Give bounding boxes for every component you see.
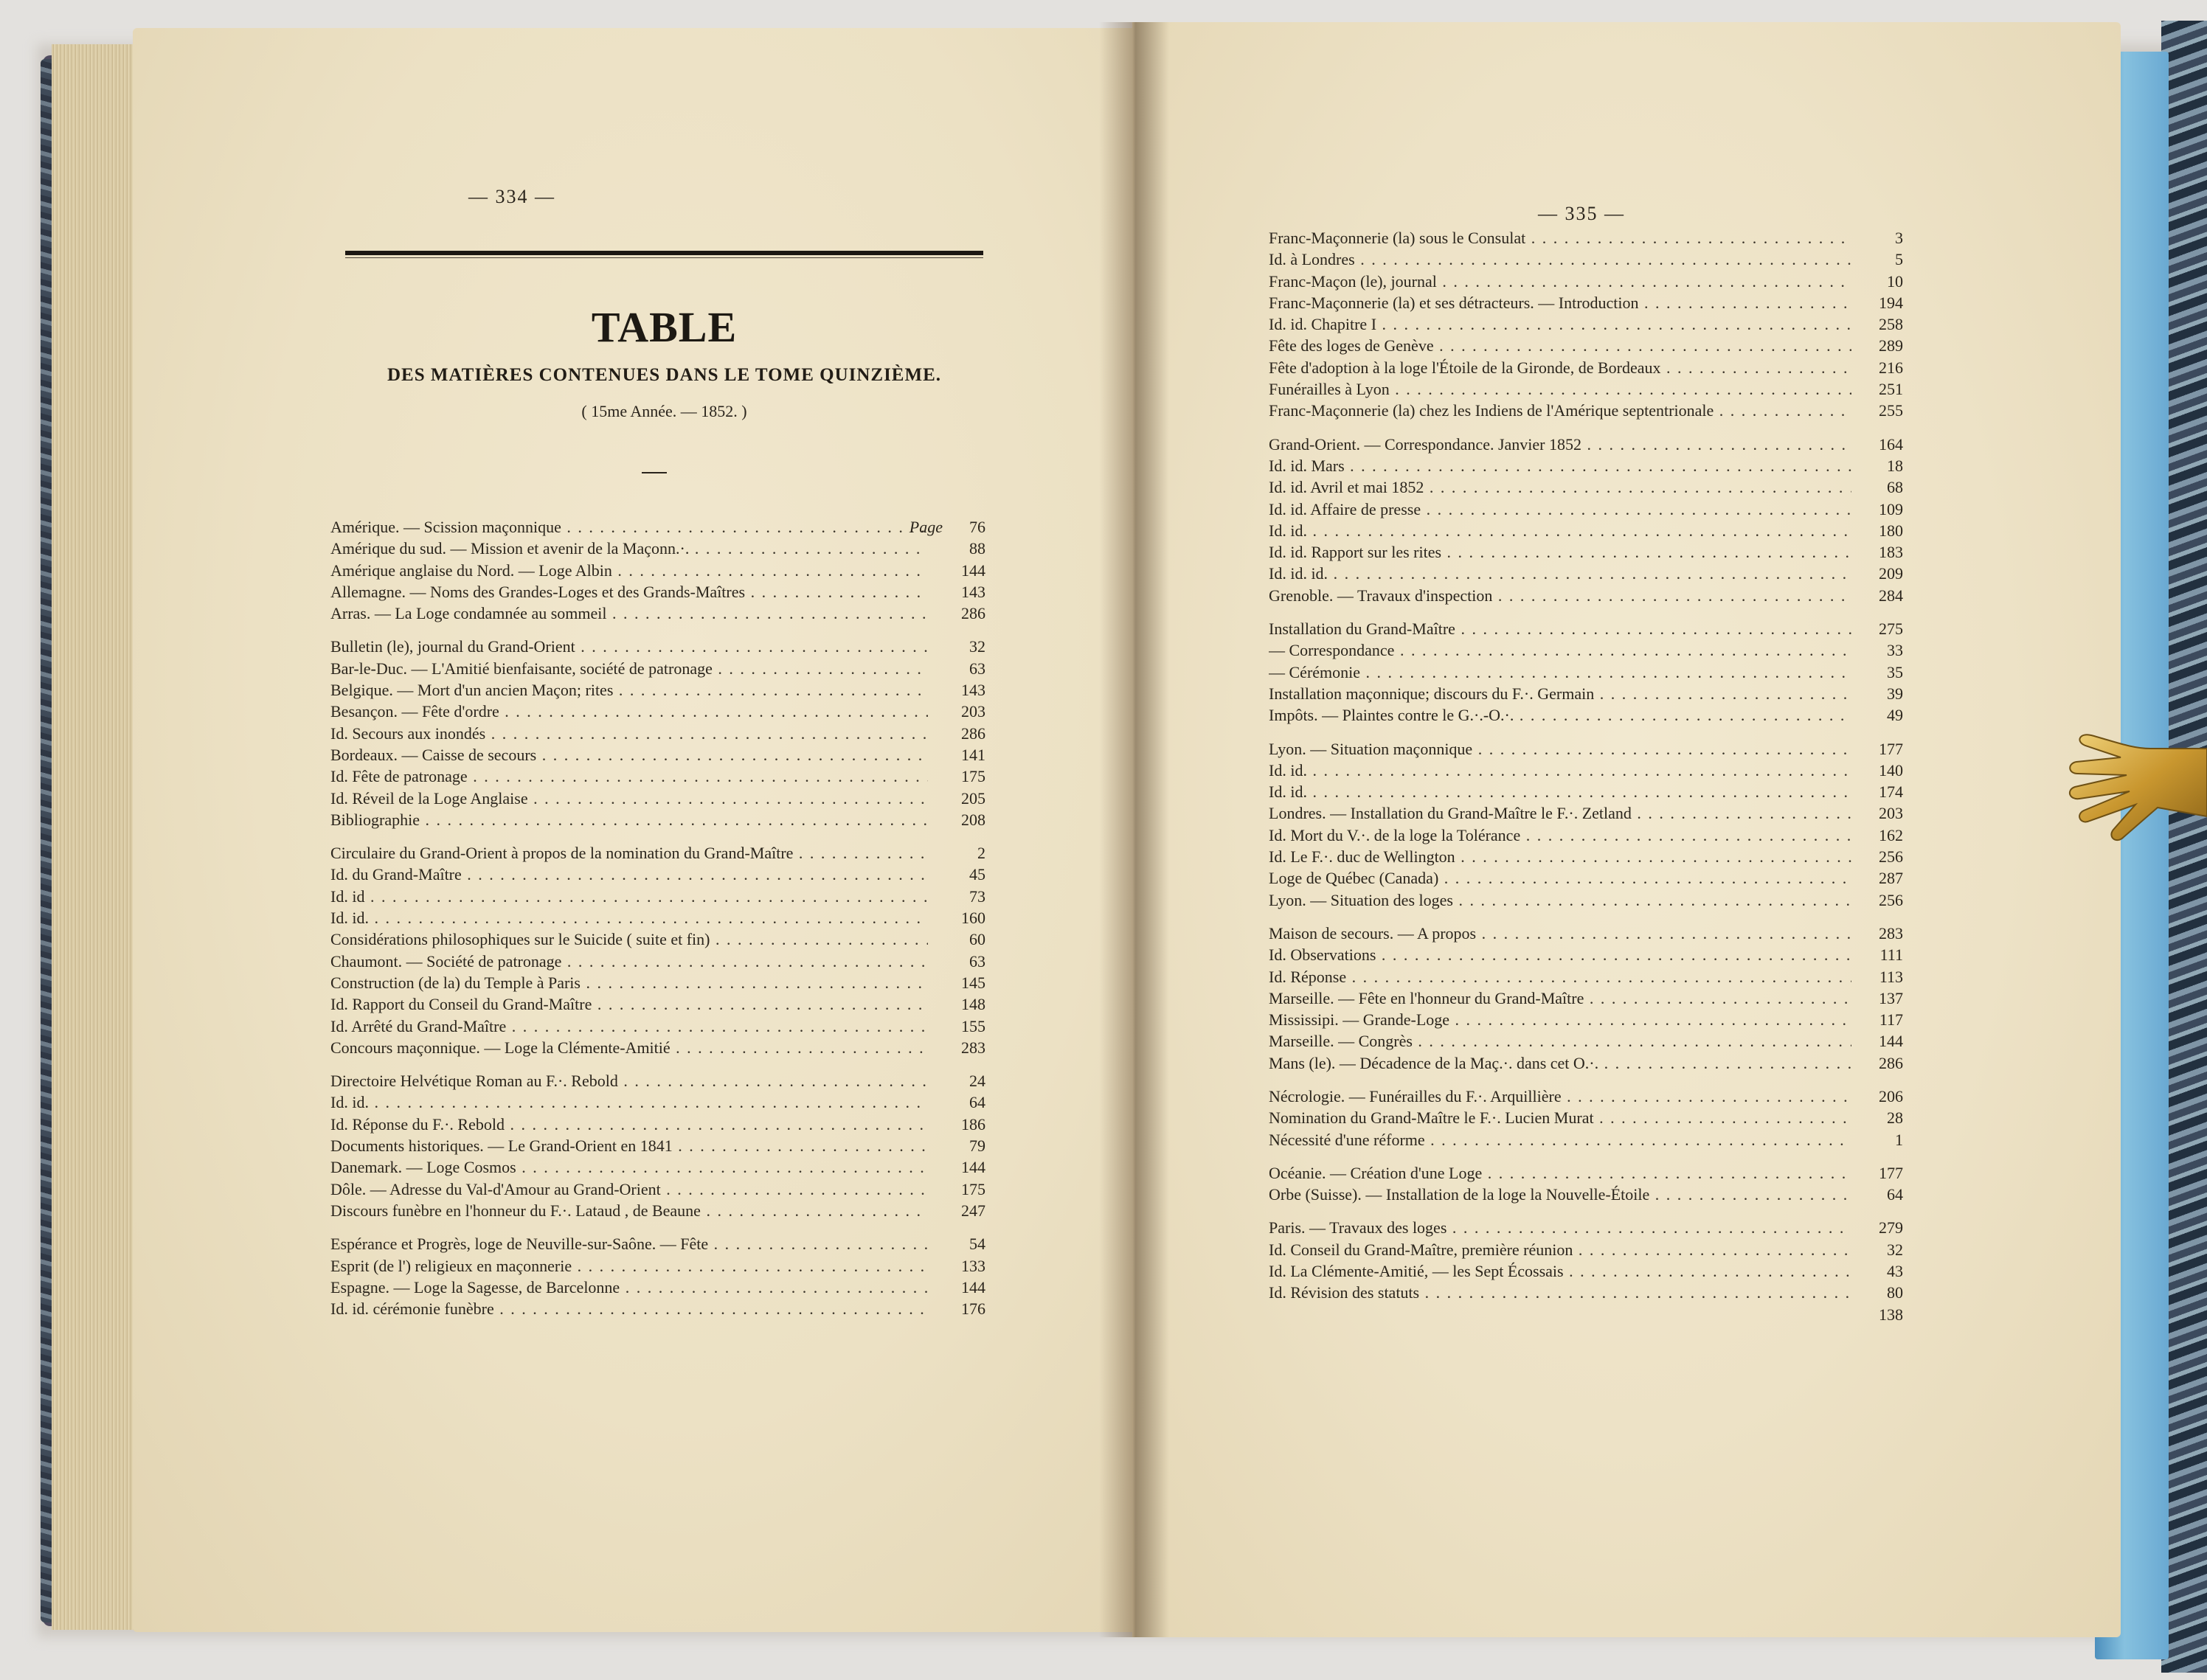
index-entry	[1269, 966, 1903, 987]
entry-page-number: 73	[969, 886, 985, 906]
index-entry	[330, 679, 985, 701]
book-gutter	[1099, 22, 1169, 1637]
entry-title: Id. du Grand-Maître . . .	[330, 864, 928, 885]
index-section	[1269, 1217, 1903, 1325]
entry-title: Franc-Maçonnerie (la) chez les Indiens de l'Amérique septentrionale . . .	[1269, 400, 1851, 421]
index-entry	[1269, 781, 1903, 802]
entry-title: Océanie. — Création d'une Loge . . .	[1269, 1162, 1851, 1184]
index-entry	[1269, 499, 1903, 520]
index-section	[330, 842, 985, 1058]
entry-page-number: 79	[969, 1136, 985, 1156]
entry-page-number: 10	[1887, 271, 1903, 291]
entry-page-number: 286	[961, 723, 985, 743]
entry-title: Amérique anglaise du Nord. — Loge Albin . . .	[330, 560, 928, 581]
entry-page-number: 203	[1879, 804, 1903, 823]
entry-page-number: 177	[1879, 1163, 1903, 1182]
entry-page-number: 275	[1879, 619, 1903, 639]
entry-title: Fête d'adoption à la loge l'Étoile de la Gironde, de Bordeaux . . .	[1269, 357, 1851, 378]
entry-page-number: 256	[1879, 847, 1903, 867]
index-entry	[330, 1298, 985, 1319]
index-entry	[1269, 846, 1903, 867]
entry-page-number: 286	[1879, 1053, 1903, 1072]
entry-page-number: 175	[961, 1179, 985, 1198]
entry-title: Id. Rapport du Conseil du Grand-Maître . . .	[330, 993, 928, 1015]
entry-title: Impôts. — Plaintes contre le G.·.-O.·. . . .	[1269, 704, 1851, 726]
entry-title: Maison de secours. — A propos . . .	[1269, 923, 1851, 944]
index-entry	[1269, 867, 1903, 889]
index-section	[330, 516, 985, 624]
entry-title: Danemark. — Loge Cosmos . . .	[330, 1156, 928, 1178]
entry-title: Id. Conseil du Grand-Maître, première réunion . . .	[1269, 1239, 1851, 1260]
index-column-right	[1269, 227, 1903, 1337]
entry-page-number: 32	[1887, 1240, 1903, 1259]
index-entry	[1269, 1304, 1903, 1325]
index-section	[1269, 1162, 1903, 1206]
entry-page-number: 183	[1879, 543, 1903, 562]
index-entry	[330, 809, 985, 830]
entry-page-number: 32	[969, 637, 985, 656]
entry-page-number: 24	[969, 1072, 985, 1091]
entry-page-number: 186	[961, 1114, 985, 1134]
entry-page-number: 258	[1879, 315, 1903, 334]
index-entry	[330, 636, 985, 657]
entry-title: Bordeaux. — Caisse de secours . . .	[330, 744, 928, 766]
brass-hand-bookmark-icon	[2062, 719, 2207, 867]
index-entry	[330, 842, 985, 864]
entry-page-number: 194	[1879, 293, 1903, 312]
entry-page-number: 64	[969, 1093, 985, 1112]
entry-page-number: 251	[1879, 380, 1903, 399]
entry-title: Bibliographie . . .	[330, 809, 928, 830]
entry-page-number: 35	[1887, 662, 1903, 681]
entry-page-number: 117	[1879, 1010, 1903, 1030]
entry-page-number: 76	[969, 518, 985, 536]
index-entry	[1269, 704, 1903, 726]
entry-title: Franc-Maçon (le), journal . . .	[1269, 271, 1851, 292]
entry-page-number: 60	[969, 930, 985, 949]
index-entry	[330, 907, 985, 928]
index-entry	[1269, 271, 1903, 292]
entry-title: Londres. — Installation du Grand-Maître le F.·. Zetland . . .	[1269, 802, 1851, 824]
index-entry	[1269, 476, 1903, 498]
index-entry	[1269, 1052, 1903, 1074]
index-entry	[330, 1277, 985, 1298]
entry-title: Considérations philosophiques sur le Suicide ( suite et fin) . . .	[330, 928, 928, 950]
index-entry	[1269, 1129, 1903, 1150]
entry-title: Espérance et Progrès, loge de Neuville-sur-Saône. — Fête . . .	[330, 1233, 928, 1254]
entry-title: Documents historiques. — Le Grand-Orient en 1841 . . .	[330, 1135, 928, 1156]
index-entry	[1269, 944, 1903, 965]
entry-title: Franc-Maçonnerie (la) sous le Consulat . . .	[1269, 227, 1851, 249]
index-entry	[330, 701, 985, 722]
index-entry	[1269, 1184, 1903, 1205]
index-entry	[1269, 1107, 1903, 1128]
index-entry	[330, 1091, 985, 1113]
entry-page-number: 144	[961, 1277, 985, 1297]
entry-page-number: 63	[969, 951, 985, 971]
entry-page-number: 3	[1895, 229, 1903, 247]
entry-title: Dôle. — Adresse du Val-d'Amour au Grand-Orient . . .	[330, 1179, 928, 1200]
entry-page-number: 162	[1879, 825, 1903, 844]
index-entry	[330, 1156, 985, 1178]
entry-title: Id. Réponse . . .	[1269, 966, 1851, 987]
index-entry	[330, 744, 985, 766]
entry-title: Id. id. Rapport sur les rites . . .	[1269, 541, 1851, 563]
index-entry	[1269, 434, 1903, 455]
entry-page-number: 160	[961, 909, 985, 928]
index-section	[1269, 1086, 1903, 1150]
entry-title: Funérailles à Lyon . . .	[1269, 378, 1851, 400]
index-entry	[330, 723, 985, 744]
entry-title: Fête des loges de Genève . . .	[1269, 335, 1851, 356]
entry-page-number: 216	[1879, 358, 1903, 377]
index-entry	[330, 1037, 985, 1058]
entry-page-number: 43	[1887, 1262, 1903, 1281]
index-section	[1269, 738, 1903, 911]
entry-title: Marseille. — Congrès . . .	[1269, 1030, 1851, 1052]
index-entry	[1269, 455, 1903, 476]
entry-title: Id. id. . . .	[1269, 760, 1851, 781]
entry-title: Grenoble. — Travaux d'inspection . . .	[1269, 585, 1851, 606]
entry-title: Paris. — Travaux des loges . . .	[1269, 1217, 1851, 1238]
entry-title: Id. La Clémente-Amitié, — les Sept Écossais . . .	[1269, 1260, 1851, 1282]
entry-page-number: 5	[1895, 250, 1903, 269]
index-entry	[1269, 802, 1903, 824]
entry-page-number: 286	[961, 604, 985, 623]
entry-title: Marseille. — Fête en l'honneur du Grand-Maître . . .	[1269, 987, 1851, 1009]
entry-page-number: 140	[1879, 760, 1903, 780]
index-section	[1269, 923, 1903, 1074]
index-entry	[1269, 227, 1903, 249]
entry-page-number: 203	[961, 702, 985, 721]
index-entry	[1269, 618, 1903, 639]
table-subtitle: DES MATIÈRES CONTENUES DANS LE TOME QUINZIÈME.	[387, 365, 942, 385]
index-section	[1269, 227, 1903, 422]
index-entry	[330, 1070, 985, 1091]
title-rule	[345, 251, 983, 255]
index-entry	[330, 788, 985, 809]
volume-year: ( 15me Année. — 1852. )	[581, 402, 747, 420]
entry-page-number: 64	[1887, 1185, 1903, 1204]
entry-title: Id. id. Affaire de presse . . .	[1269, 499, 1851, 520]
index-entry	[330, 993, 985, 1015]
entry-page-number: 2	[977, 844, 985, 863]
entry-page-number: 138	[1879, 1305, 1903, 1324]
index-entry	[330, 1233, 985, 1254]
index-entry	[1269, 313, 1903, 335]
entry-title: Id. id. . . .	[1269, 781, 1851, 802]
entry-page-number: 145	[961, 973, 985, 992]
entry-title: Besançon. — Fête d'ordre . . .	[330, 701, 928, 722]
entry-page-number: 133	[961, 1256, 985, 1275]
index-entry	[330, 1135, 985, 1156]
entry-title: Id. id . . .	[330, 886, 928, 907]
entry-title: Allemagne. — Noms des Grandes-Loges et des Grands-Maîtres . . .	[330, 581, 928, 603]
entry-title: Bar-le-Duc. — L'Amitié bienfaisante, société de patronage . . .	[330, 658, 928, 679]
entry-page-number: 49	[1887, 706, 1903, 725]
index-entry	[330, 603, 985, 624]
table-title: TABLE	[591, 303, 738, 351]
entry-page-number: 148	[961, 995, 985, 1014]
entry-page-number: 88	[969, 539, 985, 558]
entry-title: Chaumont. — Société de patronage . . .	[330, 951, 928, 972]
page-number-right: — 335 —	[1538, 203, 1625, 224]
index-entry	[1269, 760, 1903, 781]
index-entry	[1269, 357, 1903, 378]
entry-title: Mississipi. — Grande-Loge . . .	[1269, 1009, 1851, 1030]
entry-title: Id. Révision des statuts . . .	[1269, 1282, 1851, 1303]
entry-title: Id. id. . . .	[330, 907, 928, 928]
entry-page-number: 109	[1879, 499, 1903, 518]
index-entry	[1269, 249, 1903, 270]
entry-page-number: 256	[1879, 890, 1903, 909]
entry-title: Mans (le). — Décadence de la Maç.·. dans cet O.·. . . .	[1269, 1052, 1851, 1074]
index-entry	[1269, 1239, 1903, 1260]
entry-title: — Correspondance . . .	[1269, 639, 1851, 661]
index-entry	[1269, 563, 1903, 584]
entry-title: Amérique du sud. — Mission et avenir de la Maçonn.·. . . .	[330, 538, 928, 559]
entry-page-number: 63	[969, 659, 985, 678]
index-entry	[330, 516, 985, 538]
entry-page-number: 45	[969, 865, 985, 884]
entry-page-number: 209	[1879, 564, 1903, 583]
index-entry	[1269, 1162, 1903, 1184]
entry-page-number: 137	[1879, 988, 1903, 1007]
entry-title: Directoire Helvétique Roman au F.·. Rebold . . .	[330, 1070, 928, 1091]
title-rule-thin	[345, 257, 983, 258]
entry-page-number: 144	[961, 560, 985, 580]
entry-title: Id. id. id. . . .	[1269, 563, 1851, 584]
index-entry	[1269, 585, 1903, 606]
entry-title: Arras. — La Loge condamnée au sommeil . . .	[330, 603, 928, 624]
entry-page-number: 283	[961, 1038, 985, 1057]
entry-title: Id. id. Avril et mai 1852 . . .	[1269, 476, 1851, 498]
index-entry	[1269, 1260, 1903, 1282]
index-entry	[330, 1255, 985, 1277]
index-entry	[1269, 662, 1903, 683]
entry-title: Discours funèbre en l'honneur du F.·. Lataud , de Beaune . . .	[330, 1200, 928, 1221]
entry-page-number: 208	[961, 810, 985, 829]
entry-title: Id. Arrêté du Grand-Maître . . .	[330, 1016, 928, 1037]
index-entry	[1269, 378, 1903, 400]
index-entry	[330, 1016, 985, 1037]
entry-page-number: 206	[1879, 1086, 1903, 1105]
entry-title: Id. id. Chapitre I . . .	[1269, 313, 1851, 335]
index-entry	[330, 1114, 985, 1135]
separator-dash	[642, 472, 667, 473]
entry-page-number: 177	[1879, 739, 1903, 758]
index-section	[1269, 618, 1903, 726]
entry-title: Id. Fête de patronage . . .	[330, 766, 928, 787]
index-entry	[330, 928, 985, 950]
entry-title: Lyon. — Situation maçonnique . . .	[1269, 738, 1851, 760]
index-entry	[330, 538, 985, 559]
index-entry	[330, 1200, 985, 1221]
index-entry	[1269, 987, 1903, 1009]
entry-title: Id. id. Mars . . .	[1269, 455, 1851, 476]
entry-title: Amérique. — Scission maçonnique . . .	[330, 516, 928, 538]
entry-page-number: 289	[1879, 336, 1903, 355]
entry-page-number: 287	[1879, 869, 1903, 888]
index-entry	[1269, 683, 1903, 704]
entry-title: Concours maçonnique. — Loge la Clémente-Amitié . . .	[330, 1037, 928, 1058]
entry-page-number: 284	[1879, 586, 1903, 605]
entry-title: Id. Observations . . .	[1269, 944, 1851, 965]
entry-page-number: 143	[961, 582, 985, 601]
entry-page-number: 144	[1879, 1032, 1903, 1051]
entry-page-number: 141	[961, 745, 985, 764]
entry-page-number: 174	[1879, 782, 1903, 802]
entry-title: Espagne. — Loge la Sagesse, de Barcelonne . . .	[330, 1277, 928, 1298]
entry-title: Id. id. . . .	[330, 1091, 928, 1113]
index-entry	[330, 581, 985, 603]
entry-title: Construction (de la) du Temple à Paris . . .	[330, 972, 928, 993]
index-entry	[1269, 1030, 1903, 1052]
entry-page-number: 1	[1895, 1130, 1903, 1149]
entry-page-number: 279	[1879, 1218, 1903, 1238]
entry-title: Nécrologie. — Funérailles du F.·. Arquillière . . .	[1269, 1086, 1851, 1107]
entry-page-number: 113	[1879, 967, 1903, 986]
index-entry	[330, 560, 985, 581]
entry-title: Belgique. — Mort d'un ancien Maçon; rites . . .	[330, 679, 928, 701]
entry-page-number: 255	[1879, 401, 1903, 420]
index-entry	[330, 886, 985, 907]
entry-title: Id. Réveil de la Loge Anglaise . . .	[330, 788, 928, 809]
entry-page-number: 28	[1887, 1108, 1903, 1128]
entry-page-number: 176	[961, 1299, 985, 1319]
entry-title: Id. Réponse du F.·. Rebold . . .	[330, 1114, 928, 1135]
entry-page-number: 180	[1879, 521, 1903, 540]
entry-page-number: 175	[961, 767, 985, 786]
index-entry	[1269, 1217, 1903, 1238]
entry-title: Circulaire du Grand-Orient à propos de la nomination du Grand-Maître . . .	[330, 842, 928, 864]
entry-title: Nomination du Grand-Maître le F.·. Lucien Murat . . .	[1269, 1107, 1851, 1128]
index-entry	[1269, 520, 1903, 541]
index-entry	[1269, 1086, 1903, 1107]
index-section	[330, 1070, 985, 1221]
entry-page-number: 143	[961, 681, 985, 700]
index-entry	[330, 1179, 985, 1200]
entry-title: Id. id. . . .	[1269, 520, 1851, 541]
index-entry	[1269, 335, 1903, 356]
index-entry	[1269, 1282, 1903, 1303]
entry-title: Installation du Grand-Maître . . .	[1269, 618, 1851, 639]
index-entry	[1269, 738, 1903, 760]
entry-title: Id. à Londres . . .	[1269, 249, 1851, 270]
entry-title: Franc-Maçonnerie (la) et ses détracteurs. — Introduction . . .	[1269, 292, 1851, 313]
index-column-left	[330, 516, 985, 1331]
page-number-left: — 334 —	[468, 186, 555, 207]
index-entry	[330, 658, 985, 679]
entry-title: Id. Secours aux inondés . . .	[330, 723, 928, 744]
entry-page-number: 164	[1879, 434, 1903, 454]
index-entry	[330, 864, 985, 885]
entry-title: Bulletin (le), journal du Grand-Orient . . .	[330, 636, 928, 657]
entry-title: Nécessité d'une réforme . . .	[1269, 1129, 1851, 1150]
index-entry	[1269, 639, 1903, 661]
entry-title: Id. id. cérémonie funèbre . . .	[330, 1298, 928, 1319]
entry-title: Loge de Québec (Canada) . . .	[1269, 867, 1851, 889]
index-section	[1269, 434, 1903, 606]
entry-title: Grand-Orient. — Correspondance. Janvier 1852 . . .	[1269, 434, 1851, 455]
entry-title: Id. Le F.·. duc de Wellington . . .	[1269, 846, 1851, 867]
index-entry	[1269, 400, 1903, 421]
index-entry	[1269, 923, 1903, 944]
entry-page-number: 205	[961, 788, 985, 808]
entry-page-number: 247	[961, 1201, 985, 1220]
page-column-label: Page	[909, 518, 943, 536]
index-section	[330, 1233, 985, 1319]
entry-page-number: 68	[1887, 478, 1903, 497]
entry-title: Orbe (Suisse). — Installation de la loge la Nouvelle-Étoile . . .	[1269, 1184, 1851, 1205]
index-entry	[330, 951, 985, 972]
entry-title: Id. Mort du V.·. de la loge la Tolérance . . .	[1269, 825, 1851, 846]
index-entry	[1269, 292, 1903, 313]
entry-page-number: 155	[961, 1016, 985, 1035]
index-entry	[1269, 1009, 1903, 1030]
entry-page-number: 283	[1879, 923, 1903, 943]
index-entry	[1269, 541, 1903, 563]
entry-title: Esprit (de l') religieux en maçonnerie . . .	[330, 1255, 928, 1277]
entry-title: Installation maçonnique; discours du F.·. Germain . . .	[1269, 683, 1851, 704]
entry-page-number: 144	[961, 1158, 985, 1177]
entry-page-number: 111	[1879, 945, 1903, 965]
index-entry	[330, 766, 985, 787]
entry-page-number: 33	[1887, 641, 1903, 660]
entry-page-number: 39	[1887, 684, 1903, 703]
index-entry	[1269, 825, 1903, 846]
entry-title: — Cérémonie . . .	[1269, 662, 1851, 683]
entry-page-number: 54	[969, 1235, 985, 1254]
index-entry	[1269, 889, 1903, 911]
index-section	[330, 636, 985, 830]
index-entry	[330, 972, 985, 993]
entry-page-number: 80	[1887, 1283, 1903, 1302]
entry-title: Lyon. — Situation des loges . . .	[1269, 889, 1851, 911]
entry-page-number: 18	[1887, 456, 1903, 475]
